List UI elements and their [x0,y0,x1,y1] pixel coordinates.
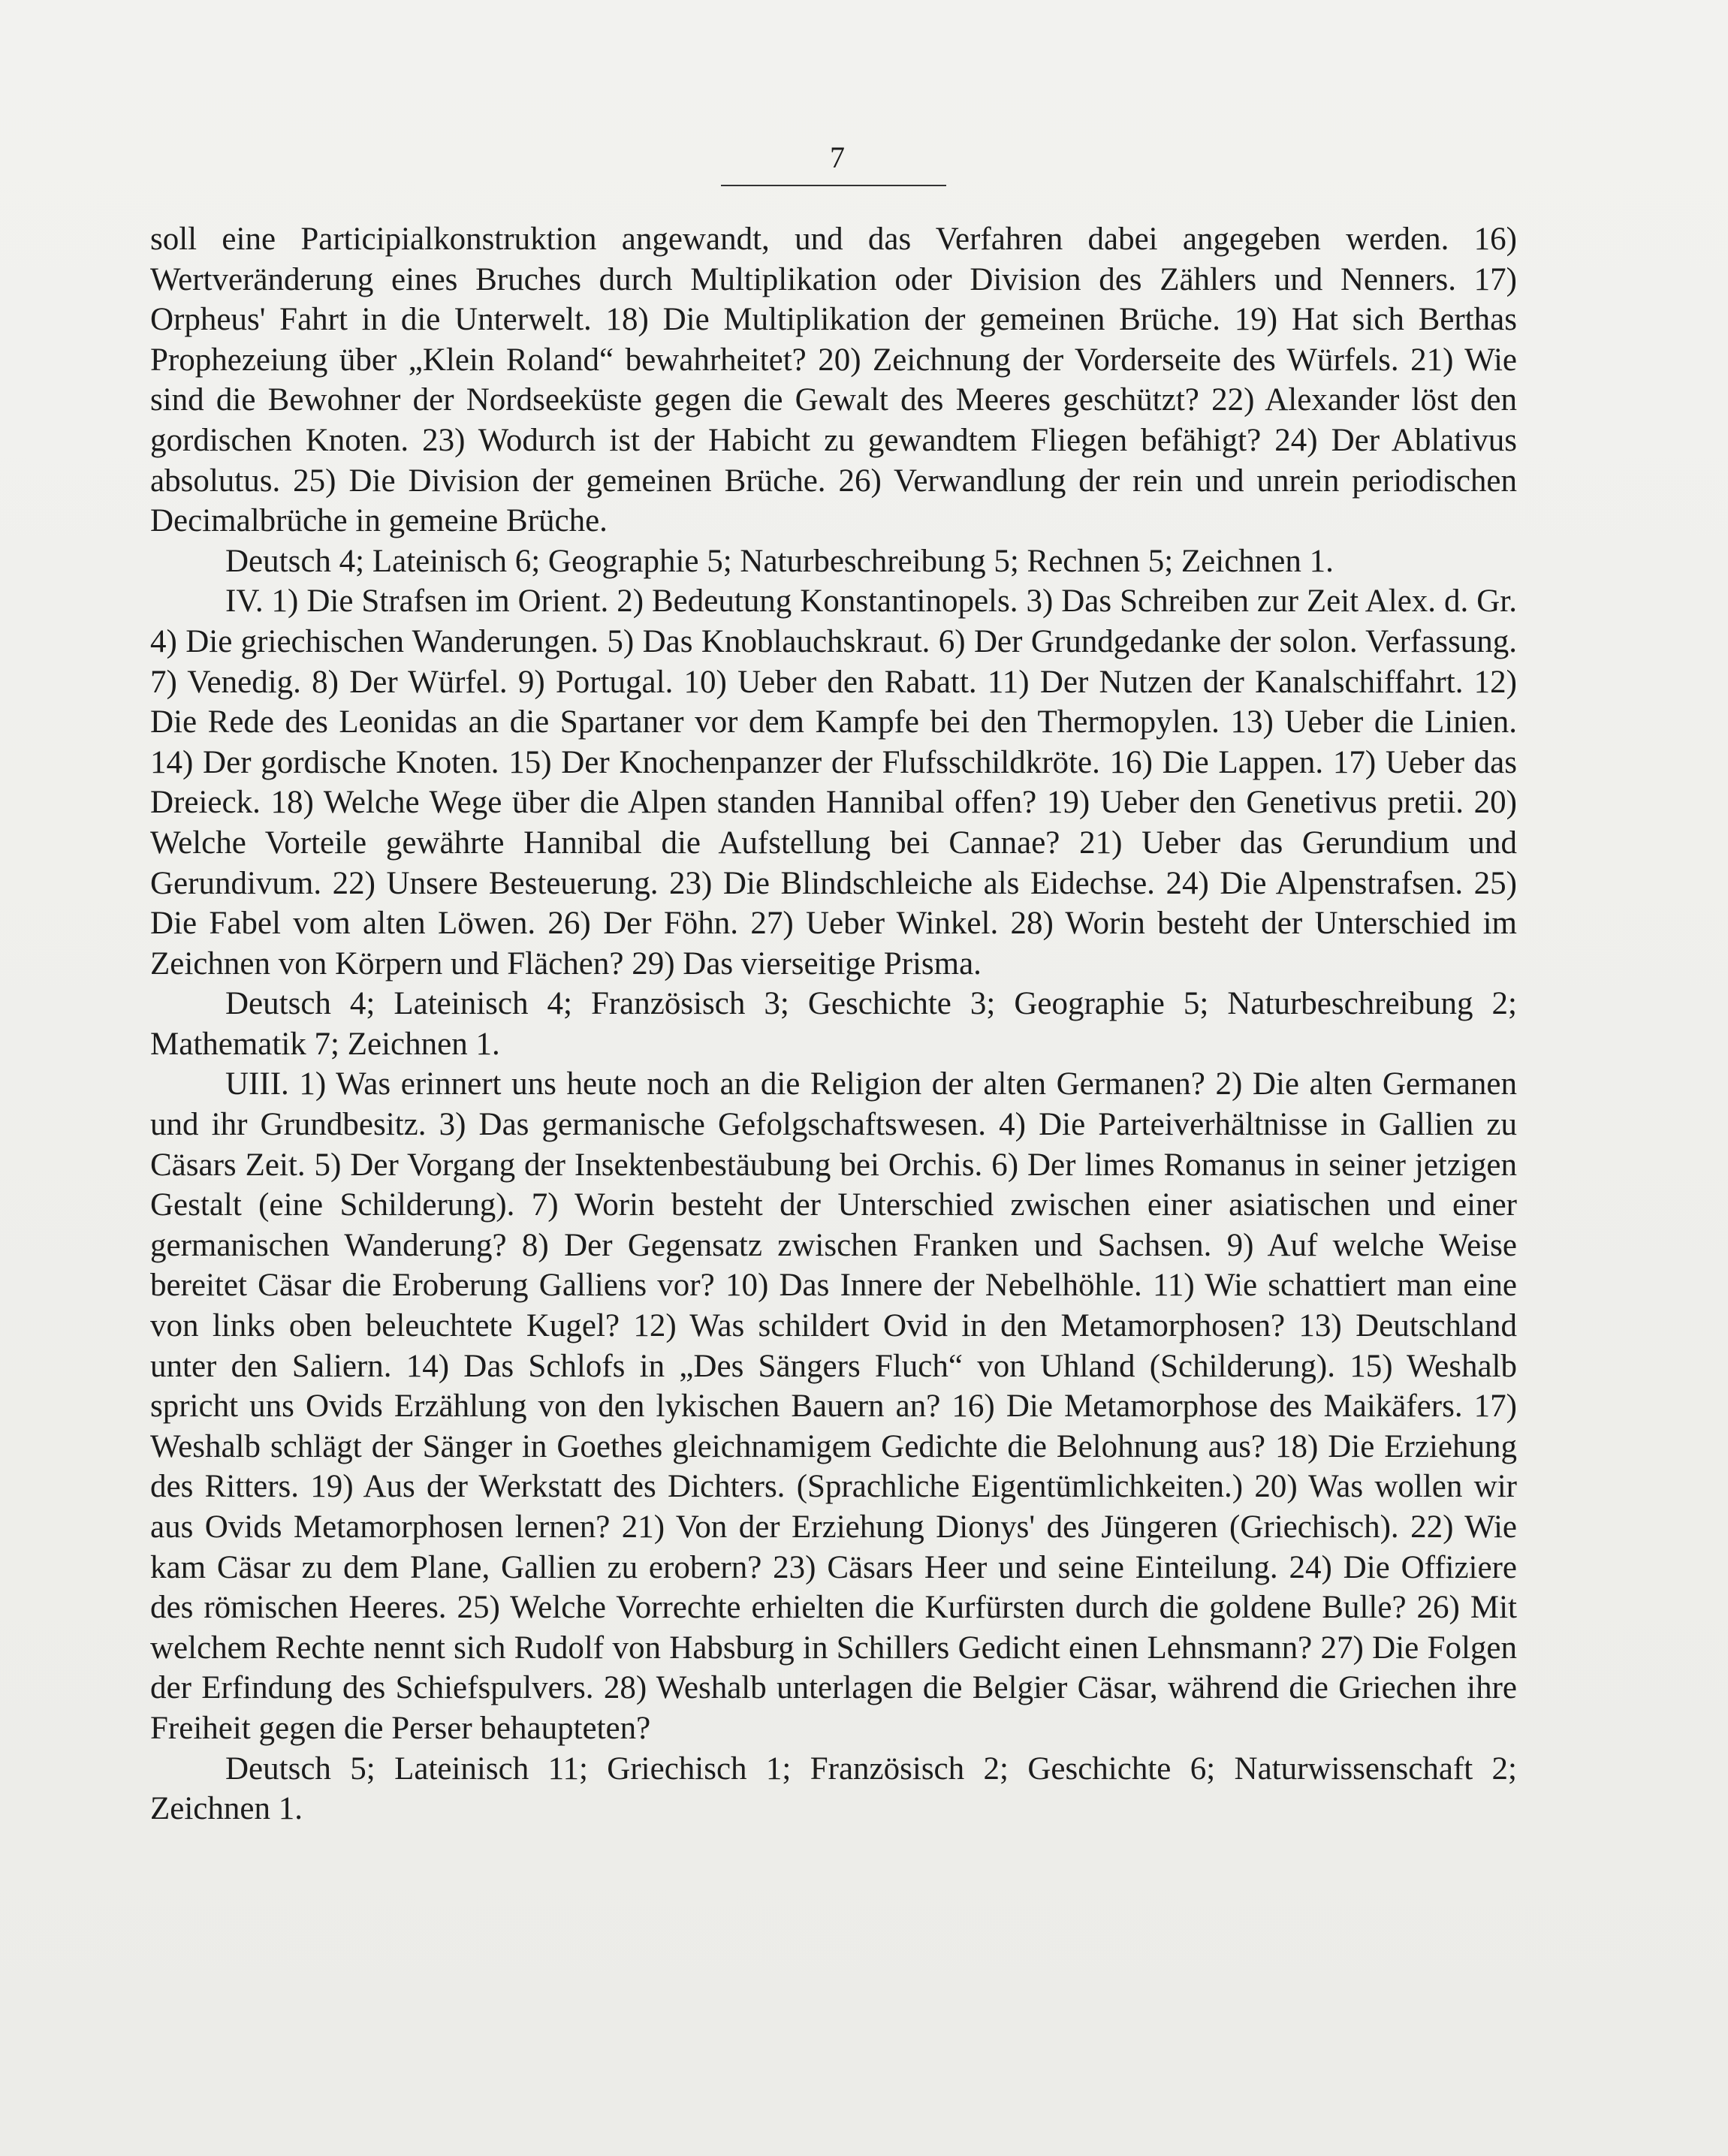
body-text [150,219,1517,1829]
header-rule [721,185,946,186]
paragraph: Deutsch 4; Lateinisch 4; Französisch 3; Geschichte 3; Geographie 5; Naturbeschreibung 2; Mathematik 7; Zeichnen 1. [150,986,1517,1062]
page-number: 7 [830,140,845,174]
paragraph: soll eine Participialkonstruktion angewandt, und das Verfahren dabei angegeben werden. 16) Wertveränderung eines Bruches durch Multiplikation oder Division des Zählers und Nenners. 17) Orpheus' Fahrt in die Unterwelt. 18) Die Multiplikation der gemeinen Brüche. 19) Hat sich Berthas Prophezeiung über „Klein Roland“ bewahrheitet? 20) Zeichnung der Vorderseite des Würfels. 21) Wie sind die Bewohner der Nordseeküste gegen die Gewalt des Meeres geschützt? 22) Alexander löst den gordischen Knoten. 23) Wodurch ist der Habicht zu gewandtem Fliegen befähigt? 24) Der Ablativus absolutus. 25) Die Division der gemeinen Brüche. 26) Verwandlung der rein und unrein periodischen Decimalbrüche in gemeine Brüche. [150,222,1517,539]
paragraph: Deutsch 4; Lateinisch 6; Geographie 5; Naturbeschreibung 5; Rechnen 5; Zeichnen 1. [225,543,1334,579]
paragraph: IV. 1) Die Strafsen im Orient. 2) Bedeutung Konstantinopels. 3) Das Schreiben zur Zeit Alex. d. Gr. 4) Die griechischen Wanderungen. 5) Das Knoblauchskraut. 6) Der Grundgedanke der solon. Verfassung. 7) Venedig. 8) Der Würfel. 9) Portugal. 10) Ueber den Rabatt. 11) Der Nutzen der Kanalschiffahrt. 12) Die Rede des Leonidas an die Spartaner vor dem Kampfe bei den Thermopylen. 13) Ueber die Linien. 14) Der gordische Knoten. 15) Der Knochenpanzer der Flufsschildkröte. 16) Die Lappen. 17) Ueber das Dreieck. 18) Welche Wege über die Alpen standen Hannibal offen? 19) Ueber den Genetivus pretii. 20) Welche Vorteile gewährte Hannibal die Aufstellung bei Cannae? 21) Ueber das Gerundium und Gerundivum. 22) Unsere Besteuerung. 23) Die Blindschleiche als Eidechse. 24) Die Alpenstrafsen. 25) Die Fabel vom alten Löwen. 26) Der Föhn. 27) Ueber Winkel. 28) Worin besteht der Unterschied im Zeichnen von Körpern und Flächen? 29) Das vierseitige Prisma. [150,583,1517,982]
paragraph: UIII. 1) Was erinnert uns heute noch an die Religion der alten Germanen? 2) Die alten Germanen und ihr Grundbesitz. 3) Das germanische Gefolgschaftswesen. 4) Die Parteiverhältnisse in Gallien zu Cäsars Zeit. 5) Der Vorgang der Insektenbestäubung bei Orchis. 6) Der limes Romanus in seiner jetzigen Gestalt (eine Schilderung). 7) Worin besteht der Unterschied zwischen einer asiatischen und einer germanischen Wanderung? 8) Der Gegensatz zwischen Franken und Sachsen. 9) Auf welche Weise bereitet Cäsar die Eroberung Galliens vor? 10) Das Innere der Nebelhöhle. 11) Wie schattiert man eine von links oben beleuchtete Kugel? 12) Was schildert Ovid in den Metamorphosen? 13) Deutschland unter den Saliern. 14) Das Schlofs in „Des Sängers Fluch“ von Uhland (Schilderung). 15) Weshalb spricht uns Ovids Erzählung von den lykischen Bauern an? 16) Die Metamorphose des Maikäfers. 17) Weshalb schlägt der Sänger in Goethes gleichnamigem Gedichte die Belohnung aus? 18) Die Erziehung des Ritters. 19) Aus der Werkstatt des Dichters. (Sprachliche Eigentümlichkeiten.) 20) Was wollen wir aus Ovids Metamorphosen lernen? 21) Von der Erziehung Dionys' des Jüngeren (Griechisch). 22) Wie kam Cäsar zu dem Plane, Gallien zu erobern? 23) Cäsars Heer und seine Einteilung. 24) Die Offiziere des römischen Heeres. 25) Welche Vorrechte erhielten die Kurfürsten durch die goldene Bulle? 26) Mit welchem Rechte nennt sich Rudolf von Habsburg in Schillers Gedicht einen Lehnsmann? 27) Die Folgen der Erfindung des Schiefspulvers. 28) Weshalb unterlagen die Belgier Cäsar, während die Griechen ihre Freiheit gegen die Perser behaupteten? [150,1066,1517,1746]
paragraph: Deutsch 5; Lateinisch 11; Griechisch 1; Französisch 2; Geschichte 6; Naturwissenschaft 2; Zeichnen 1. [150,1750,1517,1827]
